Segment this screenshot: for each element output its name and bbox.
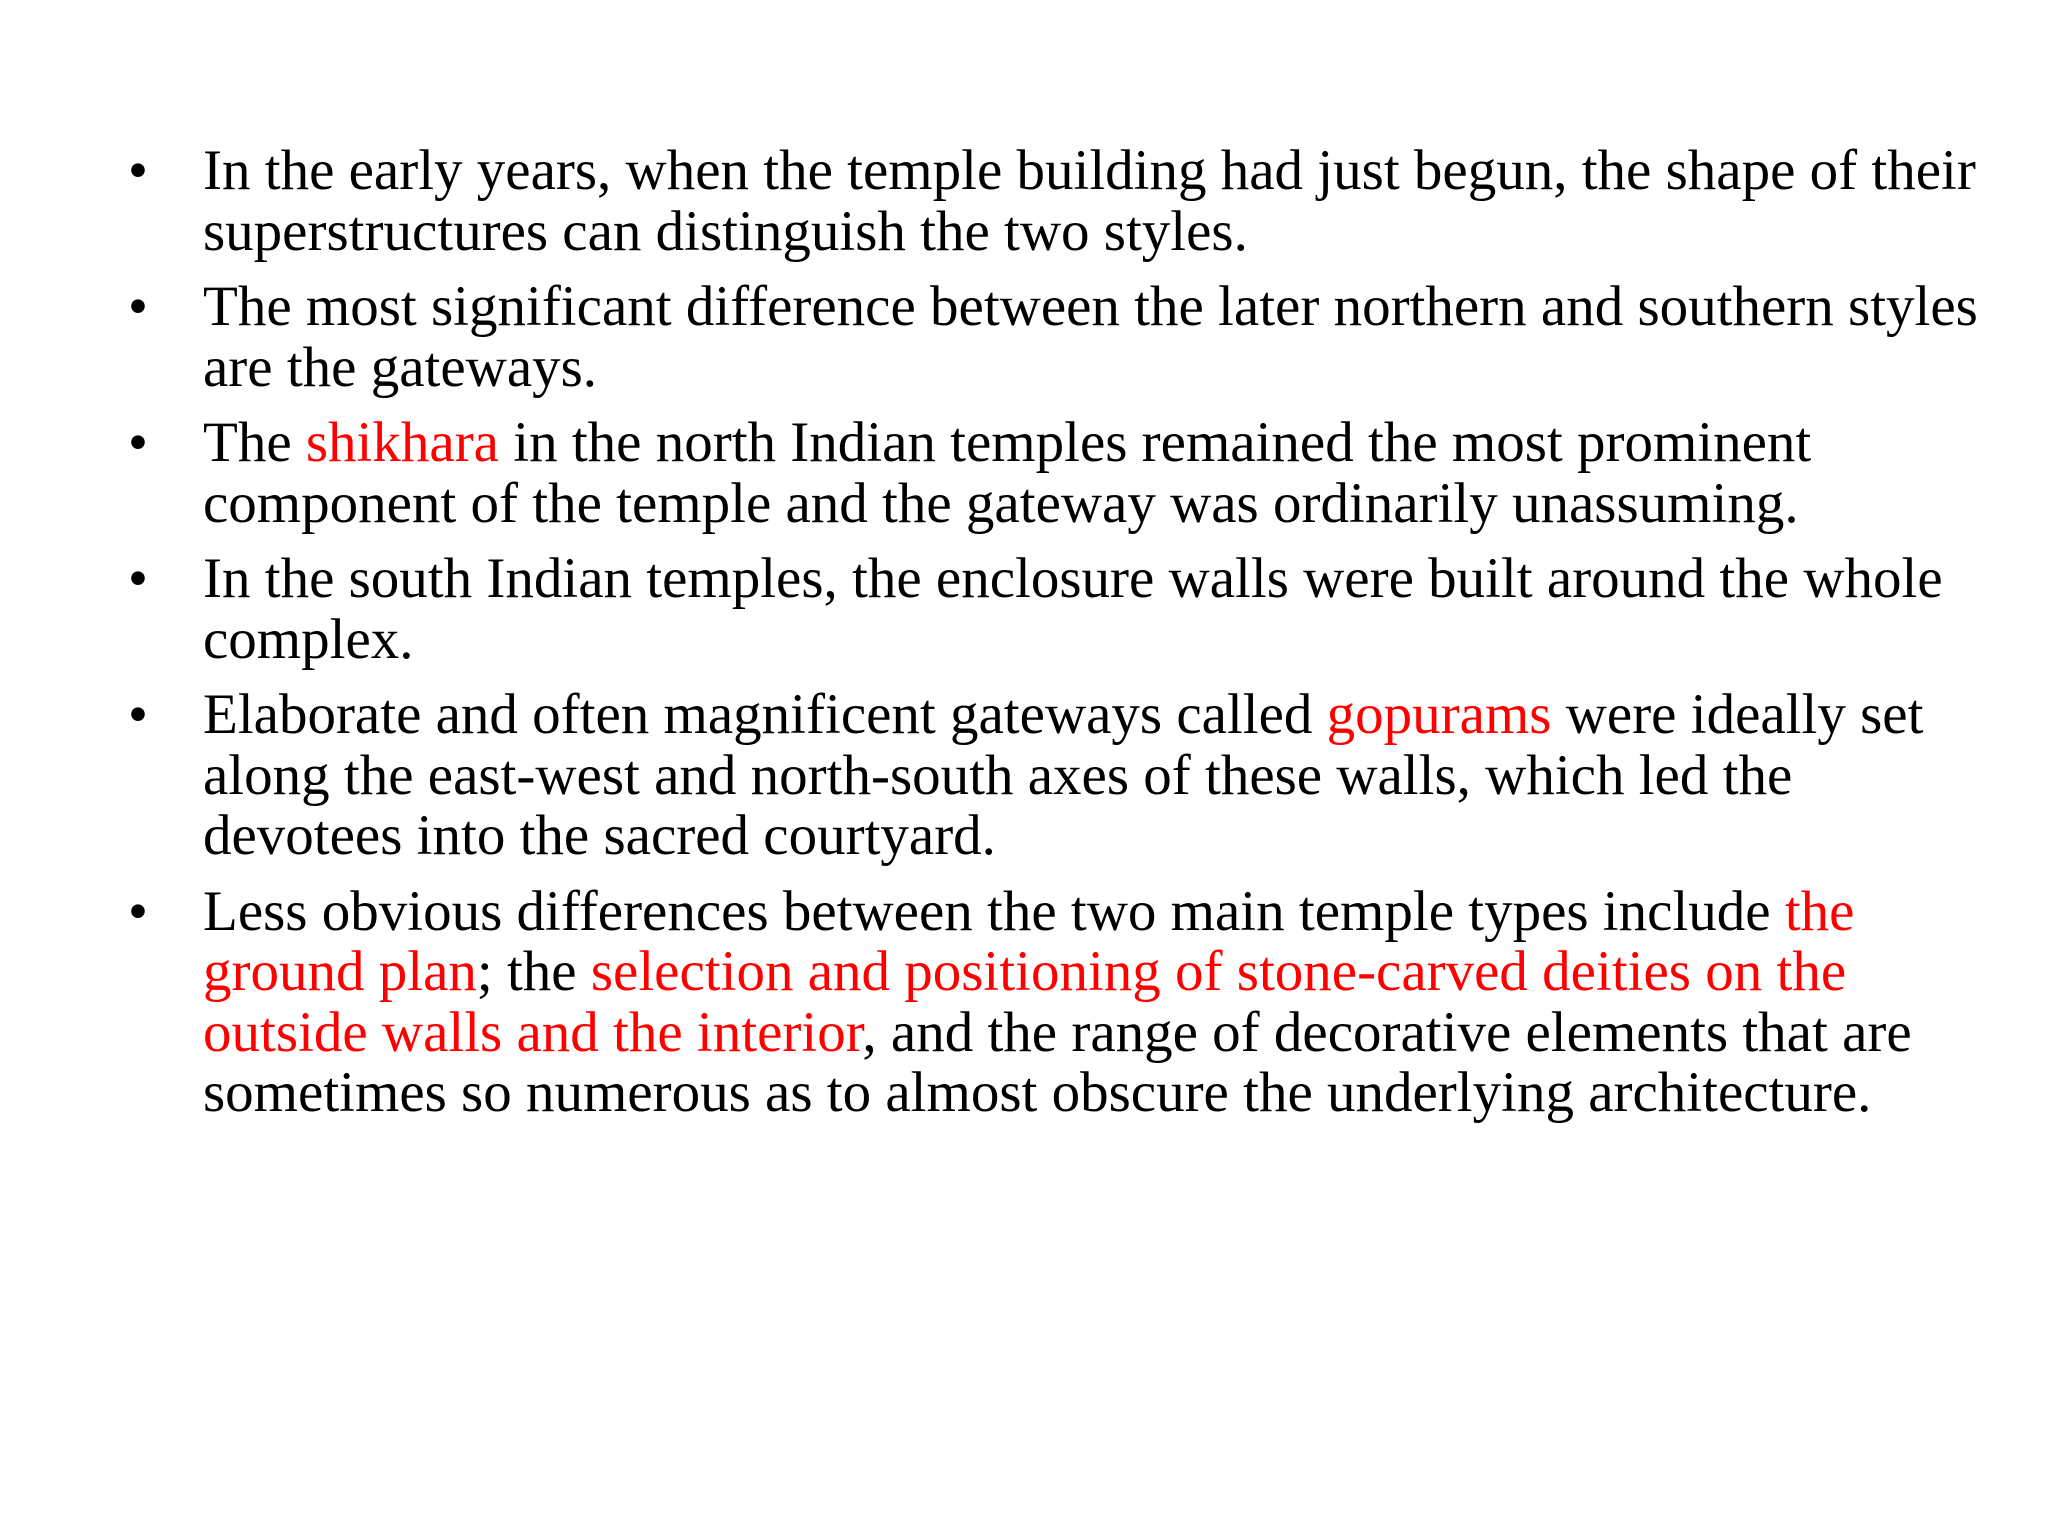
bullet-text: Less obvious differences between the two main temple types include bbox=[203, 879, 1785, 943]
bullet-text: , and the range of decorative elements that are sometimes so numerous as to almost obscure the underlying architecture. bbox=[203, 1000, 1912, 1124]
bullet-text: The most significant difference between the later northern and southern styles are the gateways. bbox=[203, 275, 1978, 399]
bullet-item-gopurams bbox=[118, 685, 1978, 867]
bullet-text: The bbox=[203, 411, 306, 474]
bullet-icon: • bbox=[128, 547, 148, 610]
bullet-text: In the south Indian temples, the enclosure walls were built around the whole complex. bbox=[203, 547, 1943, 671]
bullet-icon: • bbox=[128, 139, 148, 202]
bullet-item-early-years bbox=[118, 141, 1978, 262]
bullet-icon: • bbox=[128, 683, 148, 746]
bullet-item-gateways-difference bbox=[118, 277, 1978, 398]
bullet-item-enclosure-walls bbox=[118, 549, 1978, 670]
bullet-text: Elaborate and often magnificent gateways called bbox=[203, 683, 1327, 746]
highlight-term-deities-positioning: selection and positioning of stone-carved deities on the outside walls and the interior bbox=[203, 940, 1847, 1064]
bullet-list bbox=[118, 141, 1978, 1139]
highlight-term-ground-plan: the ground plan bbox=[203, 879, 1855, 1003]
bullet-text: in the north Indian temples remained the most prominent component of the temple and the gateway was ordinarily unassuming. bbox=[203, 411, 1812, 535]
bullet-item-shikhara bbox=[118, 413, 1978, 534]
bullet-item-less-obvious-differences bbox=[118, 879, 1978, 1124]
bullet-text: ; the bbox=[476, 940, 591, 1003]
bullet-text: were ideally set along the east-west and north-south axes of these walls, which led the devotees into the sacred courtyard. bbox=[203, 683, 1924, 867]
highlight-term-gopurams: gopurams bbox=[1326, 683, 1552, 746]
bullet-icon: • bbox=[128, 879, 148, 943]
highlight-term-shikhara: shikhara bbox=[305, 411, 499, 474]
bullet-icon: • bbox=[128, 411, 148, 474]
bullet-icon: • bbox=[128, 275, 148, 338]
bullet-text: In the early years, when the temple building had just begun, the shape of their superstructures can distinguish the two styles. bbox=[203, 139, 1976, 263]
